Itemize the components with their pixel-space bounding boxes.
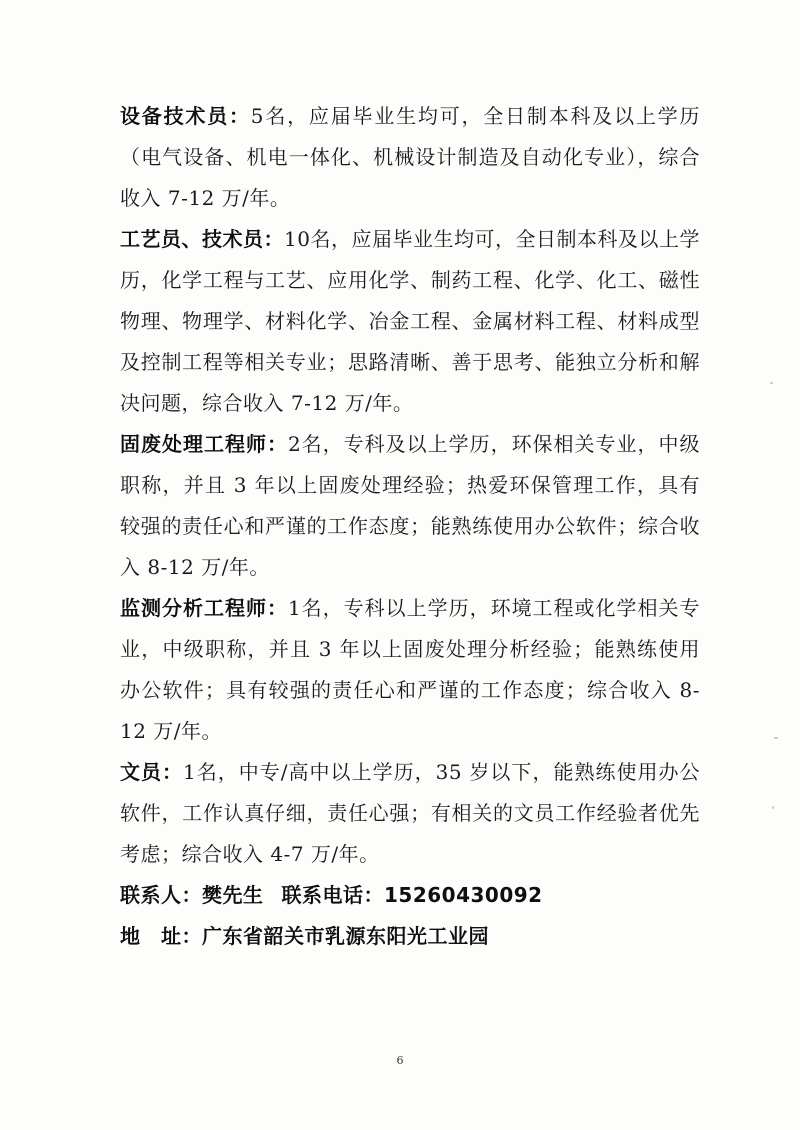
contact-phone: 15260430092 [384,883,543,907]
section-label: 监测分析工程师： [120,596,288,620]
scan-speck [774,737,778,739]
contact-phone-label: 联系电话： [281,883,384,907]
contact-person-label: 联系人： [120,883,202,907]
address-value: 广东省韶关市乳源东阳光工业园 [202,924,489,948]
document-body [120,96,700,957]
section-clerk [120,752,700,875]
contact-person: 樊先生 [202,883,264,907]
section-text: 1名，专科以上学历，环境工程或化学相关专业，中级职称，并且 3 年以上固废处理分析经验；能熟练使用办公软件；具有较强的责任心和严谨的工作态度；综合收入 8-12 万/年。 [120,596,700,743]
section-label: 固废处理工程师： [120,432,288,456]
scan-speck [770,382,773,384]
section-text: 1名，中专/高中以上学历，35 岁以下，能熟练使用办公软件，工作认真仔细，责任心强；有相关的文员工作经验者优先考虑；综合收入 4-7 万/年。 [120,760,700,866]
section-equipment-technician [120,96,700,219]
section-label: 工艺员、技术员： [120,227,285,251]
address-label: 地 址： [120,924,202,948]
address-line [120,916,700,957]
section-process-technician [120,219,700,424]
section-text: 10名，应届毕业生均可，全日制本科及以上学历，化学工程与工艺、应用化学、制药工程、化学、化工、磁性物理、物理学、材料化学、冶金工程、金属材料工程、材料成型及控制工程等相关专业；思路清晰、善于思考、能独立分析和解决问题，综合收入 7-12 万/年。 [120,227,700,415]
scan-speck [772,806,774,809]
section-label: 文员： [120,760,184,784]
page-number: 6 [396,1054,404,1067]
contact-line [120,875,700,916]
section-label: 设备技术员： [120,104,251,128]
section-text: 2名，专科及以上学历，环保相关专业，中级职称，并且 3 年以上固废处理经验；热爱环保管理工作，具有较强的责任心和严谨的工作态度；能熟练使用办公软件；综合收入 8-12 万/年。 [120,432,700,579]
section-text: 5名，应届毕业生均可，全日制本科及以上学历（电气设备、机电一体化、机械设计制造及自动化专业），综合收入 7-12 万/年。 [120,104,700,210]
section-monitoring-engineer [120,588,700,752]
section-solid-waste-engineer [120,424,700,588]
